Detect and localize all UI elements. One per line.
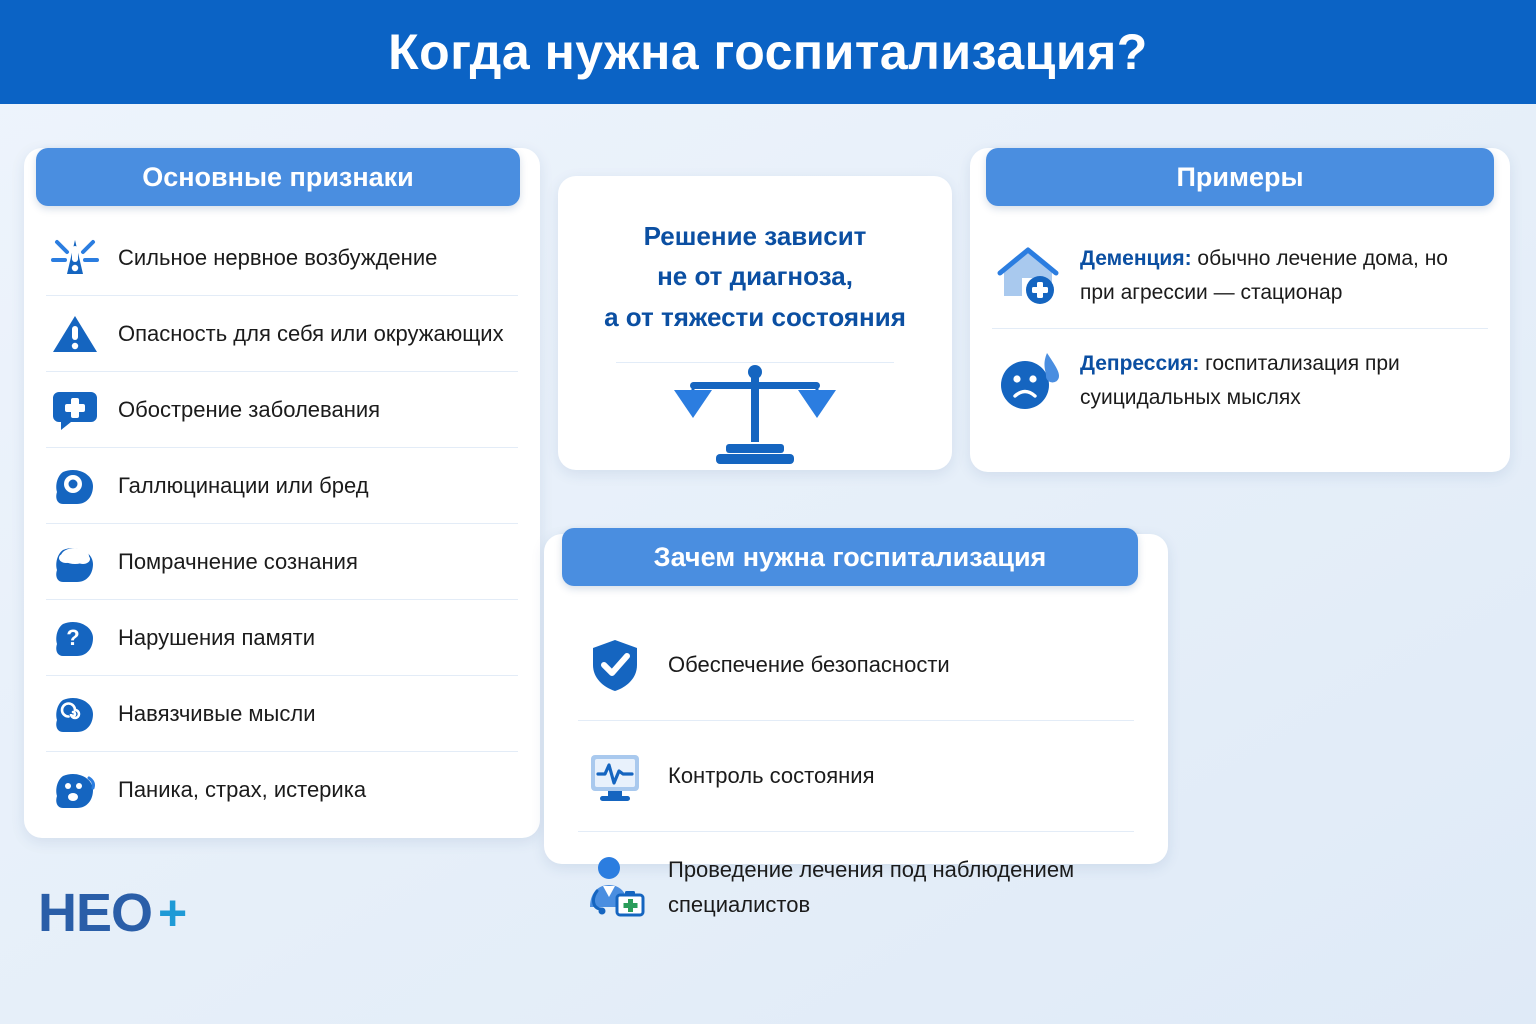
main-signs-header <box>36 148 520 206</box>
list-item <box>46 600 518 676</box>
logo <box>38 882 187 944</box>
head-panic-icon <box>46 764 104 816</box>
why-header <box>562 528 1138 586</box>
home-care-icon <box>992 238 1066 312</box>
example-text <box>1080 343 1488 414</box>
warning-triangle-icon <box>46 308 104 360</box>
list-item-label: Паника, страх, истерика <box>118 777 367 802</box>
list-item-label: Проведение лечения под наблюдением специалистов <box>668 856 1075 917</box>
head-eye-icon <box>46 460 104 512</box>
shield-check-icon <box>578 628 652 702</box>
decision-card <box>558 176 952 470</box>
svg-text:?: ? <box>66 624 80 650</box>
list-item <box>46 752 518 828</box>
example-bold-label: Депрессия: <box>1080 352 1200 375</box>
list-item <box>992 329 1488 433</box>
list-item-label: Навязчивые мысли <box>118 700 316 726</box>
why-title: Зачем нужна госпитализация <box>653 541 1047 572</box>
example-bold-label: Деменция: <box>1080 247 1192 270</box>
examples-title: Примеры <box>1176 161 1304 192</box>
head-question-icon <box>46 612 104 664</box>
decision-line-2: не от диагноза, <box>657 261 853 292</box>
list-item <box>578 832 1134 942</box>
list-item <box>46 524 518 600</box>
scales-icon <box>660 362 850 471</box>
head-cloud-icon <box>46 536 104 588</box>
decision-line-3: а от тяжести состояния <box>604 301 906 332</box>
main-signs-title: Основные признаки <box>142 161 414 192</box>
decision-line-1: Решение зависит <box>643 221 867 251</box>
list-item <box>46 296 518 372</box>
page-header <box>0 0 1536 104</box>
list-item-label: Нарушения памяти <box>118 624 316 650</box>
example-rest-label: госпитализация при суицидальных мыслях <box>1080 352 1400 409</box>
logo-plus: + <box>158 885 188 941</box>
example-rest-label: обычно лечение дома, но при агрессии — стационар <box>1080 247 1448 304</box>
list-item <box>992 224 1488 329</box>
doctor-icon <box>578 850 652 924</box>
sad-face-droplet-icon <box>992 343 1066 417</box>
list-item <box>46 676 518 752</box>
list-item-label: Сильное нервное возбуждение <box>118 244 438 270</box>
list-item-label: Опасность для себя или окружающих <box>118 320 504 346</box>
list-item-label: Помрачнение сознания <box>118 548 358 574</box>
list-item <box>578 610 1134 721</box>
medical-cross-badge-icon <box>46 384 104 436</box>
list-item-label: Контроль состояния <box>668 763 875 789</box>
head-spiral-icon <box>46 688 104 740</box>
logo-text: HEO <box>38 883 153 943</box>
examples-list <box>970 224 1510 433</box>
list-item <box>46 448 518 524</box>
main-signs-list <box>24 220 540 828</box>
list-item-label: Галлюцинации или бред <box>118 472 369 498</box>
why-list <box>544 610 1168 942</box>
list-item-label: Обеспечение безопасности <box>668 652 950 678</box>
exclamation-burst-icon <box>46 232 104 284</box>
list-item <box>46 220 518 296</box>
page-title: Когда нужна госпитализация? <box>388 24 1148 80</box>
list-item <box>578 721 1134 832</box>
example-text <box>1080 238 1488 309</box>
monitor-pulse-icon <box>578 739 652 813</box>
list-item <box>46 372 518 448</box>
list-item-label: Обострение заболевания <box>118 396 381 422</box>
decision-text <box>558 216 952 337</box>
main-signs-list-wrapper <box>24 148 540 838</box>
examples-header <box>986 148 1494 206</box>
